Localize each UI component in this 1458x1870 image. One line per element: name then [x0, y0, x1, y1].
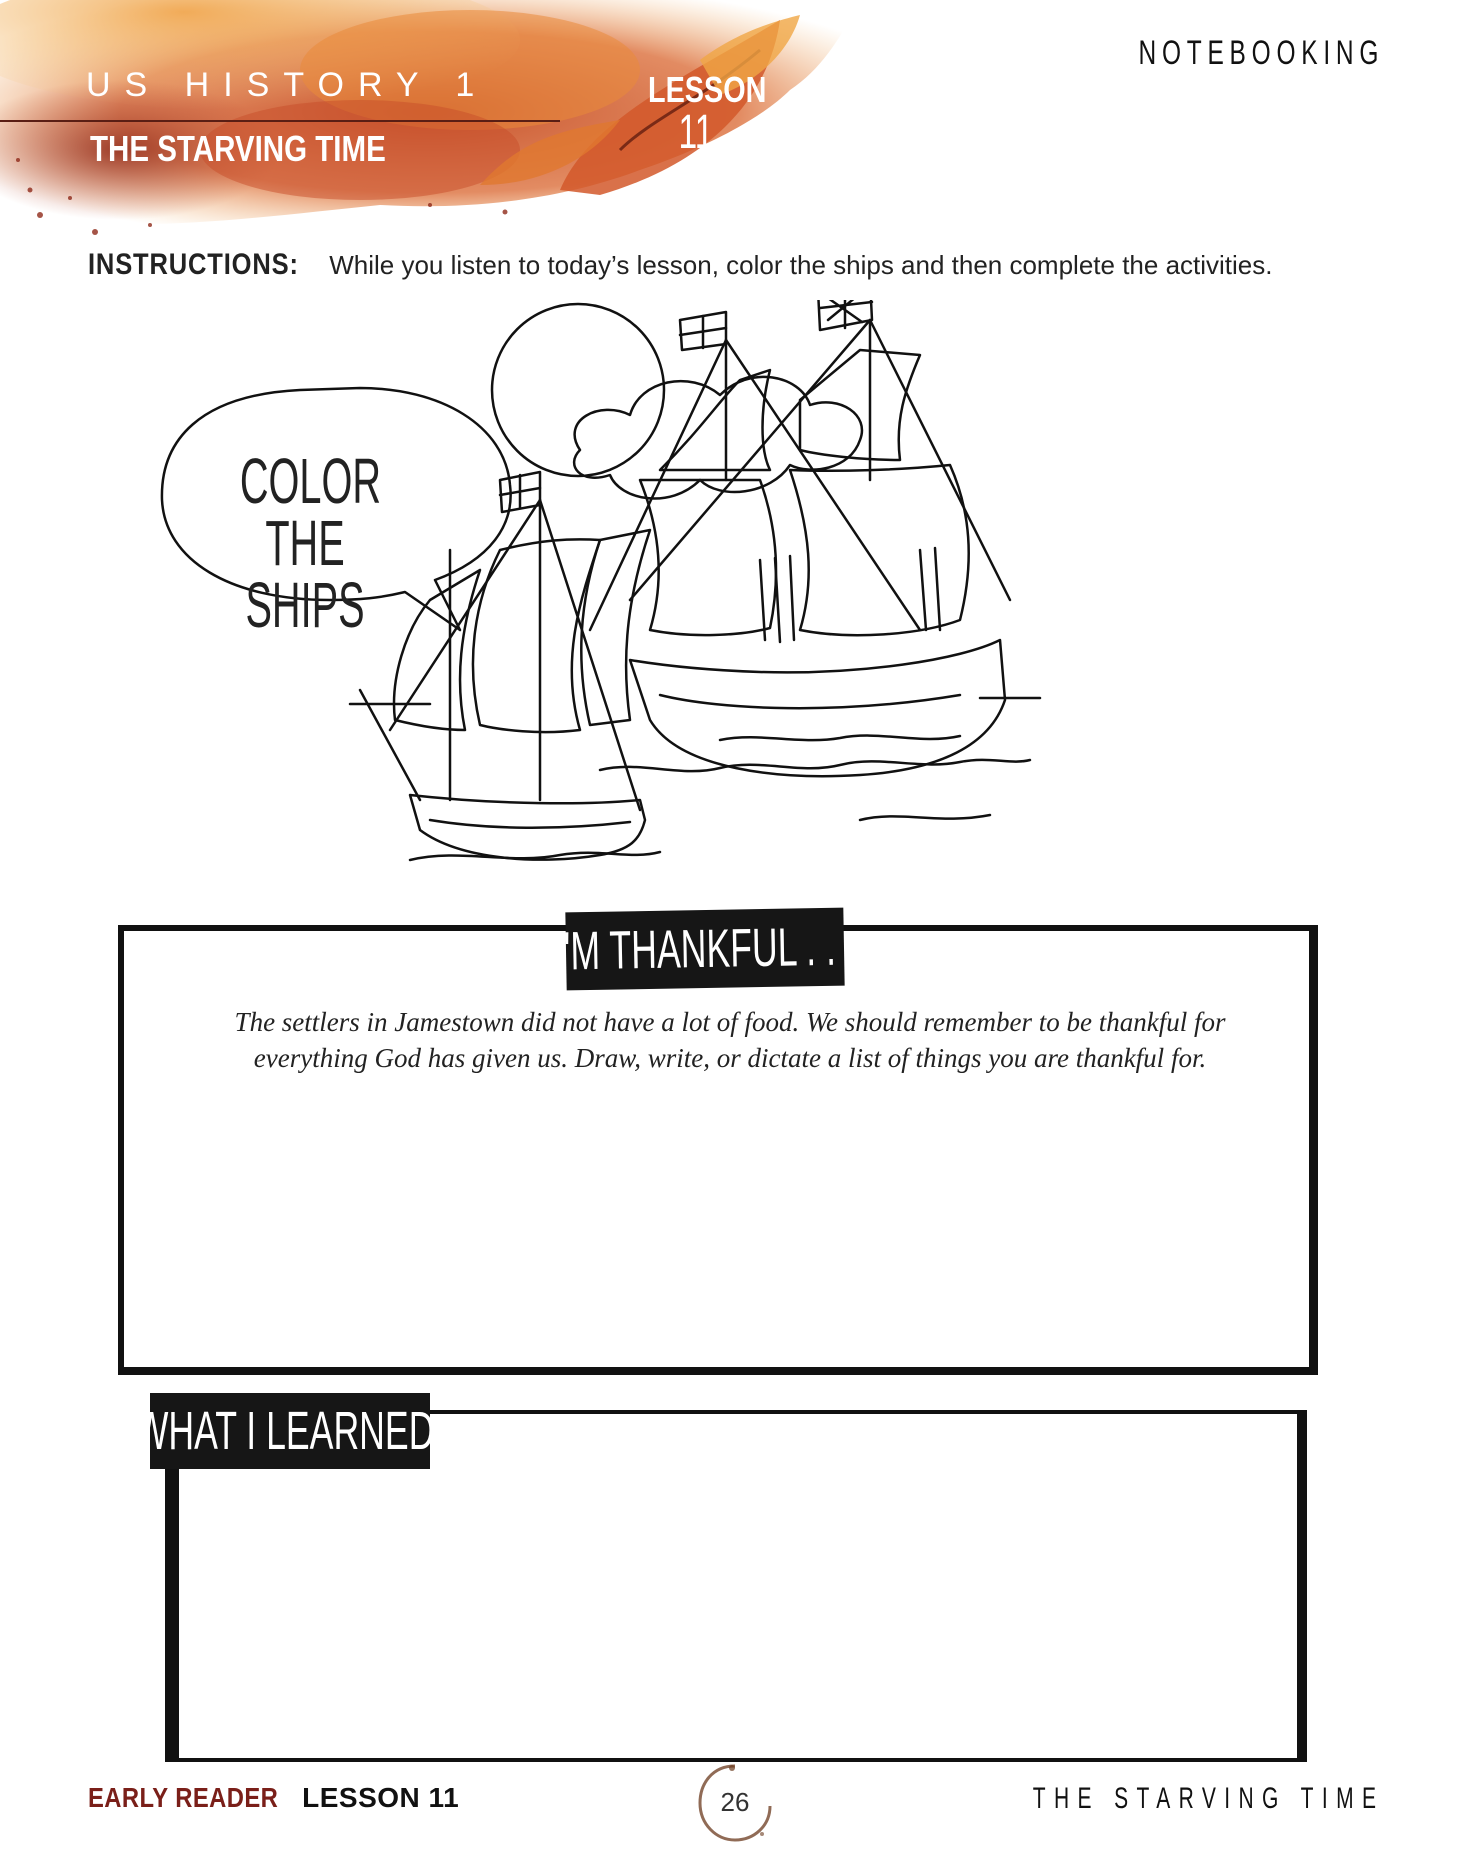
thankful-prompt-line-1: The settlers in Jamestown did not have a lot of food. We should remember to be thankful for	[234, 1007, 1226, 1037]
thankful-answer-area[interactable]	[118, 925, 1318, 1375]
lesson-number: 11	[678, 106, 714, 159]
thankful-prompt-line-2: everything God has given us. Draw, write, or dictate a list of things you are thankful for.	[253, 1043, 1207, 1073]
thankful-heading	[553, 908, 857, 991]
page-number: 26	[720, 1787, 750, 1817]
lesson-name: THE STARVING TIME	[90, 128, 386, 169]
instructions-text: While you listen to today’s lesson, color the ships and then complete the activities.	[329, 250, 1273, 280]
footer-series-name: EARLY READER	[88, 1782, 279, 1813]
section-label: NOTEBOOKING	[1138, 34, 1384, 72]
lesson-badge	[636, 69, 767, 159]
instructions-label: INSTRUCTIONS:	[88, 248, 299, 281]
thankful-heading-text: I'M THANKFUL . . .	[553, 916, 857, 982]
footer-lesson: LESSON 11	[302, 1782, 460, 1813]
sun-drawing	[492, 304, 664, 476]
thankful-prompt	[180, 1004, 1280, 1076]
series-title: US HISTORY 1	[86, 66, 489, 104]
bubble-line-2: SHIPS	[245, 569, 365, 641]
bubble-line-1: COLOR THE	[239, 445, 382, 579]
lesson-word: LESSON	[648, 69, 767, 110]
footer-series	[88, 1782, 459, 1814]
learned-heading-text: WHAT I LEARNED:	[135, 1401, 445, 1461]
instructions	[88, 248, 1272, 282]
footer-title: THE STARVING TIME	[1032, 1782, 1384, 1815]
header-divider	[0, 120, 560, 122]
learned-heading	[135, 1393, 445, 1469]
speech-bubble-text	[239, 445, 382, 641]
